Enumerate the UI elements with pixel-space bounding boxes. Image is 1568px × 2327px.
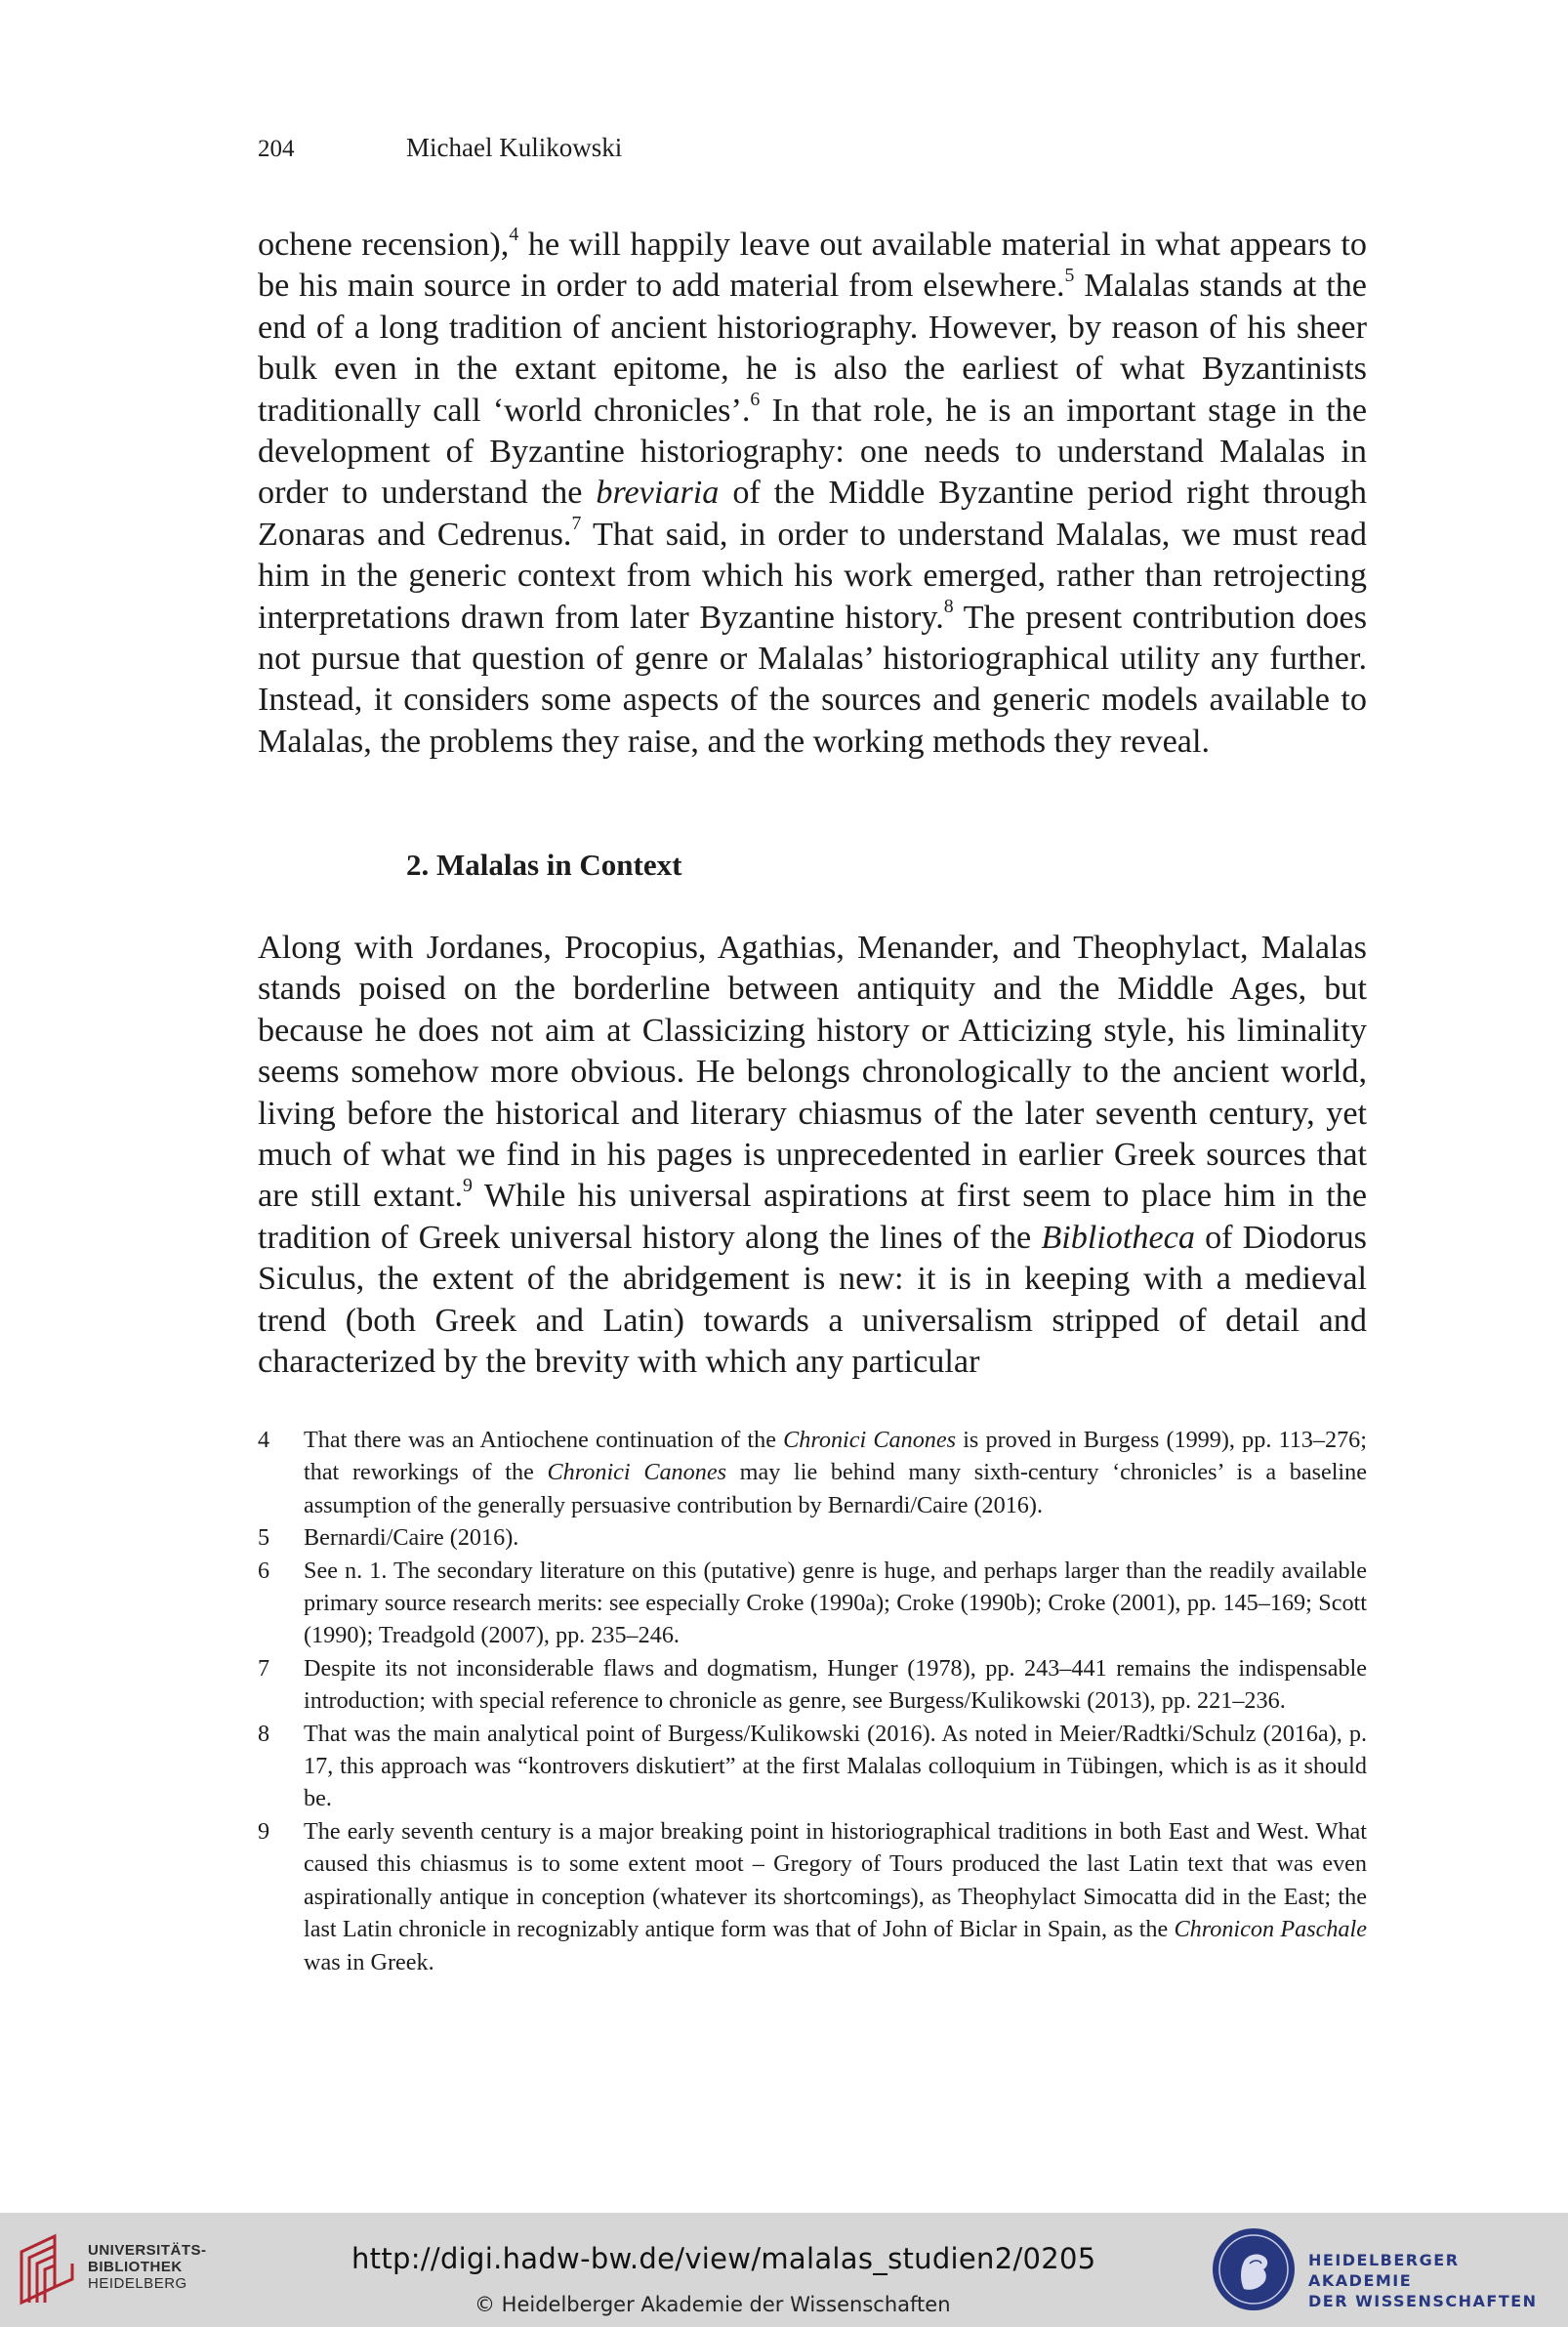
footnote-number: 4	[258, 1427, 270, 1453]
hadw-seal-icon[interactable]	[1211, 2226, 1297, 2312]
body-paragraph-1	[258, 225, 1367, 763]
footnote-number: 8	[258, 1720, 270, 1747]
footnote-5	[258, 1521, 1367, 1554]
text-run: he will happily leave out available material in what appears to be his main source in order to add material from elsewhere.	[258, 227, 1367, 305]
footnote-ref-7[interactable]: 7	[571, 513, 582, 535]
text-run: In that role, he is an important stage in the development of Byzantine historiography: one needs to understand Malalas in order to understand the	[258, 392, 1367, 512]
digitization-footer	[0, 2213, 1568, 2327]
text-run: The present contribution does not pursue that question of genre or Malalas’ historiographical utility any further. Instead, it considers some aspects of the sources and generic models available to Malalas, the problems they raise, and the working methods they reveal.	[258, 599, 1367, 760]
italic-title: Bibliotheca	[1041, 1219, 1195, 1256]
footnote-number: 5	[258, 1524, 270, 1552]
permalink-url[interactable]: http://digi.hadw-bw.de/view/malalas_studien2/0205	[351, 2242, 1096, 2275]
copyright-notice: © Heidelberger Akademie der Wissenschaften	[475, 2293, 951, 2316]
footnote-number: 9	[258, 1817, 270, 1845]
footnote-number: 6	[258, 1557, 270, 1584]
section-heading: 2. Malalas in Context	[406, 848, 682, 882]
footnote-text: That was the main analytical point of Burgess/Kulikowski (2016). As noted in Meier/Radtki/Schulz (2016a), p. 17, this approach was “kontrovers diskutiert” at the first Malalas colloquium in Tübingen, which is as it should be.	[304, 1720, 1367, 1812]
footnote-8	[258, 1718, 1367, 1815]
academy-name	[1308, 2250, 1568, 2311]
running-head	[258, 133, 622, 163]
text-run: That said, in order to understand Malalas, we must read him in the generic context from which his work emerged, rather than retrojecting interpretations drawn from later Byzantine history.	[258, 516, 1368, 636]
paragraph	[258, 928, 1367, 1383]
library-line: UNIVERSITÄTS-	[88, 2242, 207, 2259]
text-run: of Diodorus Siculus, the extent of the abridgement is new: it is in keeping with a medieval trend (both Greek and Latin) towards a universalism stripped of detail and characterized by the brevity with which any particular	[258, 1219, 1367, 1381]
library-line: HEIDELBERG	[88, 2275, 187, 2292]
running-head-author: Michael Kulikowski	[406, 133, 623, 162]
italic-term: breviaria	[596, 475, 720, 512]
footnote-text: The early seventh century is a major breaking point in historiographical traditions in both East and West. What caused this chiasmus is to some extent moot – Gregory of Tours produced the last Latin text that was even aspirationally antique in conception (whatever its shortcomings), as Theophylact Simocatta did in the East; the last Latin chronicle in recognizably antique form was that of John of Biclar in Spain, as the Chronicon Paschale was in Greek.	[304, 1817, 1367, 1975]
footnote-9	[258, 1815, 1367, 1978]
footnote-ref-4[interactable]: 4	[509, 223, 519, 245]
footnote-text: That there was an Antiochene continuation of the Chronici Canones is proved in Burgess (1999), pp. 113–276; that reworkings of the Chronici Canones may lie behind many sixth-century ‘chronicles’ is a baseline assumption of the generally persuasive contribution by Bernardi/Caire (2016).	[304, 1427, 1367, 1518]
footnotes	[258, 1424, 1367, 1978]
page-number: 204	[258, 136, 295, 162]
footnote-7	[258, 1652, 1367, 1718]
footnote-text: See n. 1. The secondary literature on this (putative) genre is huge, and perhaps larger than the readily available primary source research merits: see especially Croke (1990a); Croke (1990b); Croke (2001), pp. 145–169; Scott (1990); Treadgold (2007), pp. 235–246.	[304, 1557, 1367, 1649]
body-paragraph-2	[258, 928, 1367, 1383]
text-run: Along with Jordanes, Procopius, Agathias, Menander, and Theophylact, Malalas stands poised on the borderline between antiquity and the Middle Ages, but because he does not aim at Classicizing history or Atticizing style, his liminality seems somehow more obvious. He belongs chronologically to the ancient world, living before the historical and literary chiasmus of the later seventh century, yet much of what we find in his pages is unprecedented in earlier Greek sources that are still extant.	[258, 930, 1367, 1215]
text-run: of the Middle Byzantine period right through Zonaras and Cedrenus.	[258, 475, 1367, 553]
footnote-ref-5[interactable]: 5	[1064, 265, 1075, 287]
text-run: While his universal aspirations at first seem to place him in the tradition of Greek universal history along the lines of the	[258, 1178, 1367, 1256]
footnote-4	[258, 1424, 1367, 1521]
footnote-ref-9[interactable]: 9	[463, 1175, 473, 1197]
footnote-text: Bernardi/Caire (2016).	[304, 1524, 519, 1552]
footnote-ref-8[interactable]: 8	[943, 596, 954, 618]
academy-line: HEIDELBERGER AKADEMIE	[1308, 2251, 1460, 2290]
footnote-text: Despite its not inconsiderable flaws and dogmatism, Hunger (1978), pp. 243–441 remains the indispensable introduction; with special reference to chronicle as genre, see Burgess/Kulikowski (2013), pp. 221–236.	[304, 1654, 1367, 1715]
academy-line: DER WISSENSCHAFTEN	[1308, 2292, 1538, 2310]
paragraph	[258, 225, 1367, 763]
library-name	[88, 2242, 207, 2292]
ub-heidelberg-logo-icon[interactable]	[16, 2230, 78, 2308]
text-run: Malalas stands at the end of a long tradition of ancient historiography. However, by reason of his sheer bulk even in the extant epitome, he is also the earliest of what Byzantinists traditionally call ‘world chronicles’.	[258, 268, 1367, 429]
footnote-ref-6[interactable]: 6	[750, 389, 761, 411]
footnote-number: 7	[258, 1654, 270, 1682]
library-line: BIBLIOTHEK	[88, 2259, 183, 2275]
footnote-6	[258, 1555, 1367, 1652]
text-run: ochene recension),	[258, 227, 510, 263]
